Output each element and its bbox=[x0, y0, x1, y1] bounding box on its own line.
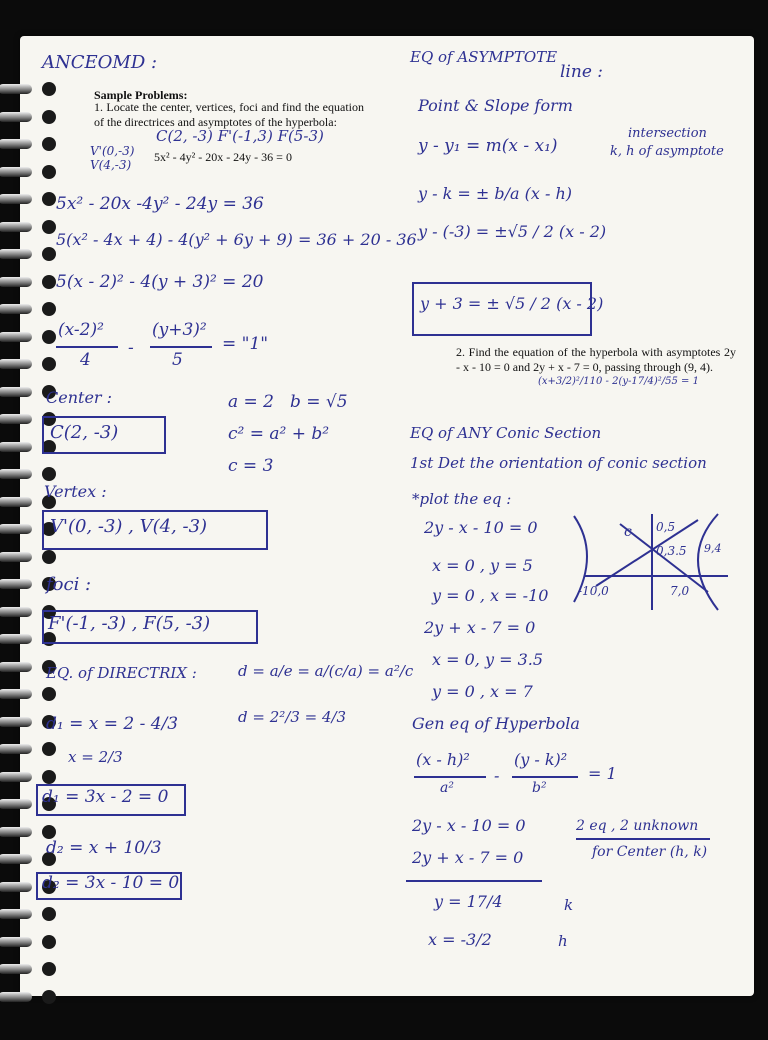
gen-den-2: b² bbox=[532, 780, 547, 796]
binding-ring bbox=[0, 717, 32, 727]
gen-eq-heading: Gen eq of Hyperbola bbox=[412, 714, 580, 733]
directrix-2-answer: d₂ = 3x - 10 = 0 bbox=[42, 873, 180, 893]
binding-ring bbox=[0, 194, 32, 204]
binding-ring bbox=[0, 497, 32, 507]
binding-ring bbox=[0, 799, 32, 809]
binding-ring bbox=[0, 552, 32, 562]
binding-ring bbox=[0, 524, 32, 534]
printed-problem-2: 2. Find the equation of the hyperbola with asymptotes 2y - x - 10 = 0 and 2y + x - 7 = 0, passing through (9, 4). bbox=[456, 345, 736, 374]
gen-bar-1 bbox=[414, 776, 486, 778]
vertex-label: Vertex : bbox=[44, 482, 107, 501]
asymptote-general: y - k = ± b/a (x - h) bbox=[418, 184, 573, 203]
binding-hole bbox=[42, 165, 56, 179]
intersection-note-2: k, h of asymptote bbox=[610, 144, 724, 159]
directrix-2-line: d₂ = x + 10/3 bbox=[46, 838, 162, 858]
gen-equals: = 1 bbox=[588, 764, 617, 783]
side-note-1: 2 eq , 2 unknown bbox=[576, 818, 699, 834]
orientation-step: 1st Det the orientation of conic section bbox=[410, 454, 707, 472]
binding-ring bbox=[0, 662, 32, 672]
any-conic-heading: EQ of ANY Conic Section bbox=[410, 424, 602, 442]
system-underline bbox=[406, 880, 542, 882]
binding-ring bbox=[0, 882, 32, 892]
directrix-1-line: d₁ = x = 2 - 4/3 bbox=[46, 714, 179, 734]
binding-ring bbox=[0, 167, 32, 177]
binding-hole bbox=[42, 990, 56, 1004]
binding-ring bbox=[0, 277, 32, 287]
gen-minus: - bbox=[494, 766, 500, 785]
fraction-2-denominator: 5 bbox=[172, 350, 183, 370]
graph-label-m100: -10,0 bbox=[578, 584, 609, 598]
gen-num-2: (y - k)² bbox=[514, 750, 568, 769]
graph-label-94: 9,4 bbox=[704, 542, 722, 555]
side-note-underline bbox=[576, 838, 710, 840]
binding-hole bbox=[42, 962, 56, 976]
center-answer: C(2, -3) bbox=[50, 422, 119, 443]
asymptote-heading: EQ of ASYMPTOTE bbox=[410, 48, 558, 66]
work-line-3: 5(x - 2)² - 4(y + 3)² = 20 bbox=[56, 272, 264, 292]
binding-hole bbox=[42, 357, 56, 371]
binding-hole bbox=[42, 770, 56, 784]
graph-label-c: c bbox=[624, 524, 632, 540]
given-line-3: V(4,-3) bbox=[90, 158, 132, 172]
binding-hole bbox=[42, 330, 56, 344]
fraction-2-bar bbox=[150, 346, 212, 348]
binding-ring bbox=[0, 827, 32, 837]
gen-den-1: a² bbox=[440, 780, 454, 796]
intersection-note: intersection bbox=[628, 126, 707, 141]
binding-hole bbox=[42, 137, 56, 151]
asymptote-line-2 bbox=[620, 524, 708, 592]
binding-ring bbox=[0, 634, 32, 644]
vertex-answer: V'(0, -3) , V(4, -3) bbox=[50, 516, 208, 537]
point-slope-eq: y - y₁ = m(x - x₁) bbox=[418, 136, 558, 156]
result-y: y = 17/4 bbox=[434, 892, 503, 911]
plot-step: *plot the eq : bbox=[412, 490, 512, 508]
a-value: a = 2 bbox=[228, 392, 275, 412]
binding-hole bbox=[42, 82, 56, 96]
result-x-h: h bbox=[558, 932, 568, 950]
system-eq-2: 2y + x - 7 = 0 bbox=[412, 848, 524, 867]
binding-ring bbox=[0, 359, 32, 369]
fraction-1-numerator: (x-2)² bbox=[58, 320, 104, 340]
binding-ring bbox=[0, 964, 32, 974]
binding-hole bbox=[42, 302, 56, 316]
directrix-formula-2: d = 2²/3 = 4/3 bbox=[238, 708, 347, 726]
equals-one: = "1" bbox=[222, 334, 269, 354]
left-heading: ANCEOMD : bbox=[42, 52, 158, 73]
system-eq-1: 2y - x - 10 = 0 bbox=[412, 816, 526, 835]
binding-ring bbox=[0, 772, 32, 782]
binding-hole bbox=[42, 192, 56, 206]
asymptote-substituted: y - (-3) = ±√5 / 2 (x - 2) bbox=[418, 222, 607, 241]
eq-2-intercept-a: x = 0, y = 3.5 bbox=[432, 650, 544, 669]
eq-2: 2y + x - 7 = 0 bbox=[424, 618, 536, 637]
printed-problem-1: 1. Locate the center, vertices, foci and find the equation of the directrices and asymptotes of the hyperbola: bbox=[94, 100, 364, 129]
graph-label-70: 7,0 bbox=[670, 584, 690, 598]
binding-ring bbox=[0, 579, 32, 589]
binding-hole bbox=[42, 110, 56, 124]
center-label: Center : bbox=[46, 388, 113, 407]
eq-1-intercept-a: x = 0 , y = 5 bbox=[432, 556, 533, 575]
directrix-1-x: x = 2/3 bbox=[68, 748, 123, 766]
binding-hole bbox=[42, 220, 56, 234]
side-note-2: for Center (h, k) bbox=[592, 844, 708, 860]
point-slope-form: Point & Slope form bbox=[418, 96, 573, 115]
fraction-2-numerator: (y+3)² bbox=[152, 320, 207, 340]
eq-1-intercept-b: y = 0 , x = -10 bbox=[432, 586, 549, 605]
binding-hole bbox=[42, 935, 56, 949]
gen-num-1: (x - h)² bbox=[416, 750, 470, 769]
binding-ring bbox=[0, 442, 32, 452]
b-value: b = √5 bbox=[290, 392, 348, 412]
foci-answer: F'(-1, -3) , F(5, -3) bbox=[48, 613, 211, 634]
work-line-1: 5x² - 20x -4y² - 24y = 36 bbox=[56, 194, 264, 214]
binding-ring bbox=[0, 469, 32, 479]
asymptote-sketch bbox=[560, 506, 730, 616]
graph-label-05: 0,5 bbox=[656, 520, 676, 534]
binding-hole bbox=[42, 467, 56, 481]
minus-sign: - bbox=[128, 338, 134, 358]
result-x: x = -3/2 bbox=[428, 930, 492, 949]
directrix-formula-1: d = a/e = a/(c/a) = a²/c bbox=[238, 662, 414, 680]
fraction-1-bar bbox=[56, 346, 118, 348]
binding-hole bbox=[42, 742, 56, 756]
binding-ring bbox=[0, 909, 32, 919]
binding-ring bbox=[0, 112, 32, 122]
c-value: c = 3 bbox=[228, 456, 274, 476]
work-line-2: 5(x² - 4x + 4) - 4(y² + 6y + 9) = 36 + 20 - 36 bbox=[56, 230, 417, 249]
binding-hole bbox=[42, 247, 56, 261]
directrix-label: EQ. of DIRECTRIX : bbox=[46, 664, 197, 682]
result-y-k: k bbox=[564, 896, 574, 914]
binding-hole bbox=[42, 687, 56, 701]
given-line-2: V'(0,-3) bbox=[90, 144, 135, 158]
binding-ring bbox=[0, 689, 32, 699]
problem-2-answer-note: (x+3/2)²/110 - 2(y-17/4)²/55 = 1 bbox=[538, 376, 699, 387]
binding-ring bbox=[0, 222, 32, 232]
notebook-page bbox=[20, 36, 754, 996]
binding-hole bbox=[42, 275, 56, 289]
binding-ring bbox=[0, 249, 32, 259]
binding-ring bbox=[0, 304, 32, 314]
given-line-1: C(2, -3) F'(-1,3) F(5-3) bbox=[156, 127, 324, 145]
binding-ring bbox=[0, 607, 32, 617]
right-branch bbox=[698, 514, 718, 610]
printed-title: Sample Problems: bbox=[94, 88, 188, 102]
binding-ring bbox=[0, 84, 32, 94]
c-squared: c² = a² + b² bbox=[228, 424, 330, 444]
eq-2-intercept-b: y = 0 , x = 7 bbox=[432, 682, 533, 701]
directrix-1-answer: d₁ = 3x - 2 = 0 bbox=[42, 787, 169, 807]
fraction-1-denominator: 4 bbox=[80, 350, 91, 370]
binding-ring bbox=[0, 854, 32, 864]
binding-hole bbox=[42, 907, 56, 921]
binding-ring bbox=[0, 744, 32, 754]
binding-hole bbox=[42, 825, 56, 839]
binding-ring bbox=[0, 937, 32, 947]
eq-1: 2y - x - 10 = 0 bbox=[424, 518, 538, 537]
graph-label-035: 0,3.5 bbox=[656, 544, 687, 558]
asymptote-answer: y + 3 = ± √5 / 2 (x - 2) bbox=[420, 294, 604, 313]
binding-ring bbox=[0, 139, 32, 149]
asymptote-heading-2: line : bbox=[560, 62, 604, 82]
gen-bar-2 bbox=[512, 776, 578, 778]
binding-ring bbox=[0, 332, 32, 342]
binding-hole bbox=[42, 550, 56, 564]
printed-equation: 5x² - 4y² - 20x - 24y - 36 = 0 bbox=[154, 150, 292, 164]
foci-label: foci : bbox=[46, 574, 92, 595]
binding-ring bbox=[0, 992, 32, 1002]
binding-ring bbox=[0, 414, 32, 424]
binding-ring bbox=[0, 387, 32, 397]
